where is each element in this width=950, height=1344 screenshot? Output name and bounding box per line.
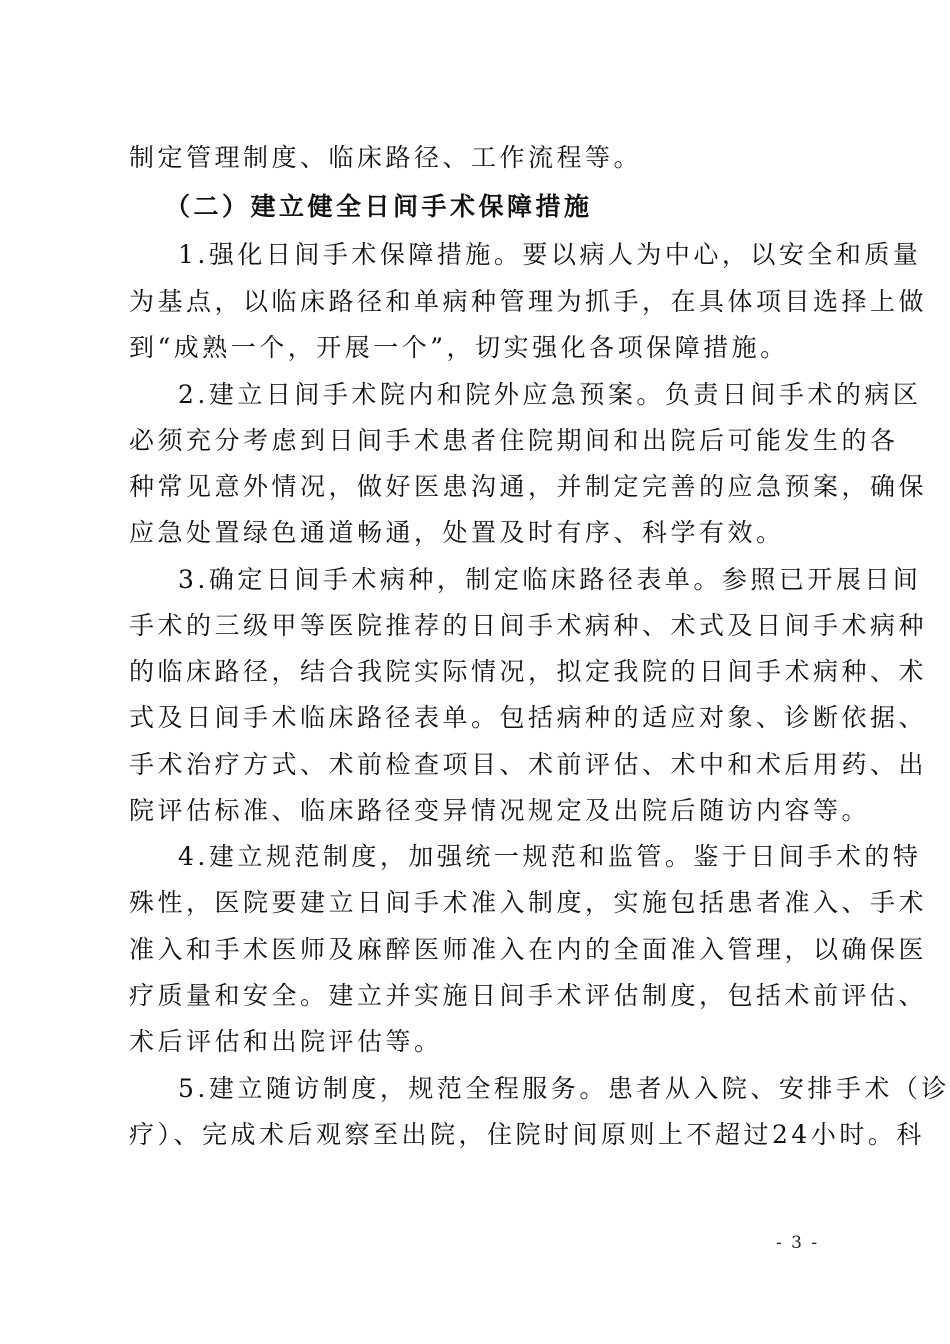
- text-line: 殊性，医院要建立日间手术准入制度，实施包括患者准入、手术: [129, 888, 928, 917]
- text-line: 5.建立随访制度，规范全程服务。患者从入院、安排手术（诊: [178, 1074, 950, 1103]
- text-line: 到“成熟一个，开展一个”，切实强化各项保障措施。: [129, 333, 789, 362]
- text-line: 4.建立规范制度，加强统一规范和监管。鉴于日间手术的特: [178, 842, 922, 871]
- text-line: 疗质量和安全。建立并实施日间手术评估制度，包括术前评估、: [129, 981, 928, 1010]
- text-line: 术后评估和出院评估等。: [129, 1027, 443, 1056]
- page-number: - 3 -: [776, 1233, 820, 1253]
- text-line: 院评估标准、临床路径变异情况规定及出院后随访内容等。: [129, 796, 871, 825]
- text-line: 式及日间手术临床路径表单。包括病种的适应对象、诊断依据、: [129, 703, 928, 732]
- text-line: 制定管理制度、临床路径、工作流程等。: [129, 143, 643, 172]
- text-line: 2.建立日间手术院内和院外应急预案。负责日间手术的病区: [178, 380, 922, 409]
- text-line: 手术的三级甲等医院推荐的日间手术病种、术式及日间手术病种: [129, 611, 928, 640]
- text-line: 种常见意外情况，做好医患沟通，并制定完善的应急预案，确保: [129, 472, 928, 501]
- text-line: 必须充分考虑到日间手术患者住院期间和出院后可能发生的各: [129, 426, 899, 455]
- text-line: 为基点，以临床路径和单病种管理为抓手，在具体项目选择上做: [129, 287, 928, 316]
- text-line: 的临床路径，结合我院实际情况，拟定我院的日间手术病种、术: [129, 657, 928, 686]
- text-line: 准入和手术医师及麻醉医师准入在内的全面准入管理，以确保医: [129, 935, 928, 964]
- text-line: 3.确定日间手术病种，制定临床路径表单。参照已开展日间: [178, 565, 922, 594]
- text-line: 疗）、完成术后观察至出院，住院时间原则上不超过24小时。科: [129, 1120, 925, 1149]
- section-heading: （二）建立健全日间手术保障措施: [165, 192, 593, 221]
- text-line: 手术治疗方式、术前检查项目、术前评估、术中和术后用药、出: [129, 750, 928, 779]
- text-line: 1.强化日间手术保障措施。要以病人为中心，以安全和质量: [178, 240, 922, 269]
- text-line: 应急处置绿色通道畅通，处置及时有序、科学有效。: [129, 518, 785, 547]
